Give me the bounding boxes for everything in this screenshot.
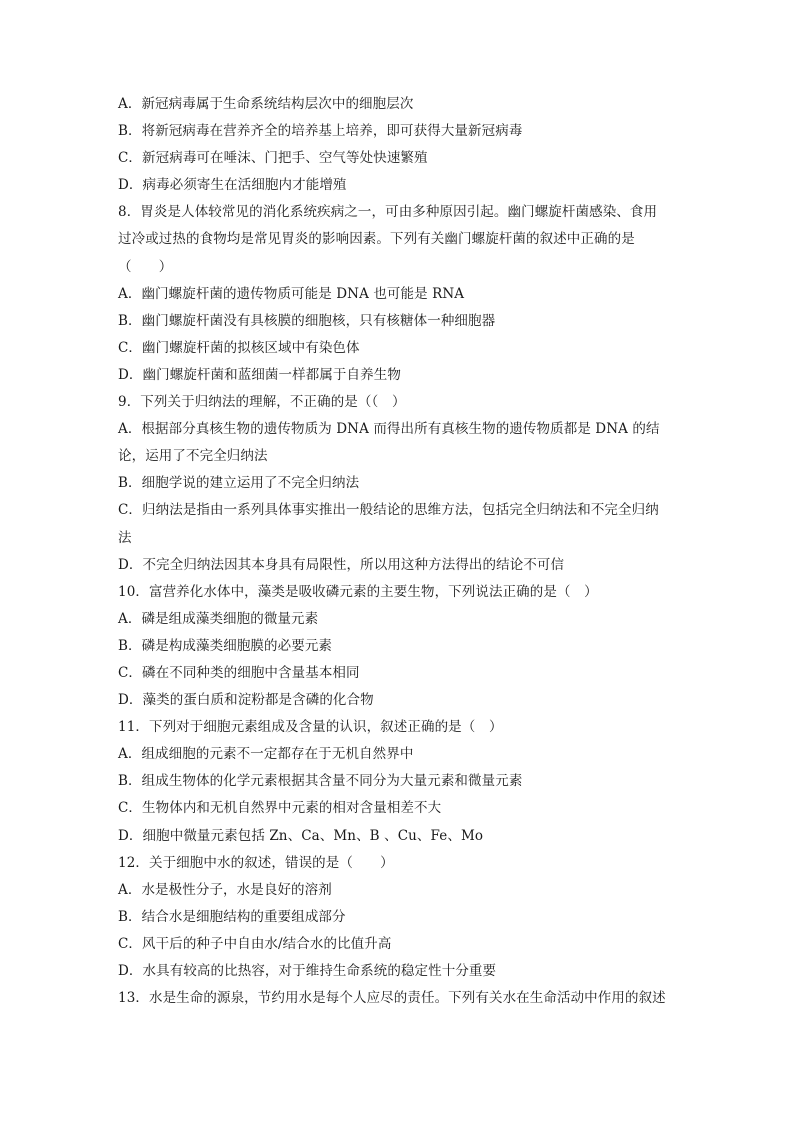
text-line: 法	[118, 529, 132, 546]
text-line: 论，运用了不完全归纳法	[118, 448, 268, 465]
question-8-stem: 8．胃炎是人体较常见的消化系统疾病之一，可由多种原因引起。幽门螺旋杆菌感染、食用	[118, 204, 658, 221]
question-11-stem: 11．下列对于细胞元素组成及含量的认识，叙述正确的是（ ）	[118, 719, 503, 736]
text-line: C．生物体内和无机自然界中元素的相对含量相差不大	[118, 800, 442, 817]
text-line: D．藻类的蛋白质和淀粉都是含磷的化合物	[118, 692, 374, 709]
text-line: D．不完全归纳法因其本身具有局限性，所以用这种方法得出的结论不可信	[118, 556, 565, 573]
text-line: D．细胞中微量元素包括 Zn、Ca、Mn、B 、Cu、Fe、Mo	[118, 827, 484, 844]
question-12-stem: 12．关于细胞中水的叙述，错误的是（ ）	[118, 854, 394, 871]
text-line: B．幽门螺旋杆菌没有具核膜的细胞核，只有核糖体一种细胞器	[118, 312, 496, 329]
question-13-stem: 13．水是生命的源泉，节约用水是每个人应尽的责任。下列有关水在生命活动中作用的叙述	[118, 990, 666, 1007]
text-line: C．归纳法是指由一系列具体事实推出一般结论的思维方法，包括完全归纳法和不完全归纳	[118, 502, 659, 519]
question-10-stem: 10．富营养化水体中，藻类是吸收磷元素的主要生物，下列说法正确的是（ ）	[118, 583, 598, 600]
question-text-block	[118, 91, 680, 1012]
question-9-stem: 9．下列关于归纳法的理解，不正确的是（（ ）	[118, 394, 406, 411]
text-line: B．细胞学说的建立运用了不完全归纳法	[118, 475, 360, 492]
text-line: D．病毒必须寄生在活细胞内才能增殖	[118, 177, 347, 194]
text-line: B．结合水是细胞结构的重要组成部分	[118, 908, 346, 925]
text-line: A．组成细胞的元素不一定都存在于无机自然界中	[118, 746, 414, 763]
text-line: C．幽门螺旋杆菌的拟核区域中有染色体	[118, 339, 360, 356]
text-line: C．风干后的种子中自由水/结合水的比值升高	[118, 935, 392, 952]
text-line: C．磷在不同种类的细胞中含量基本相同	[118, 664, 360, 681]
text-line: A．根据部分真核生物的遗传物质为 DNA 而得出所有真核生物的遗传物质都是 DNA 的结	[118, 421, 660, 438]
text-line: D．水具有较高的比热容，对于维持生命系统的稳定性十分重要	[118, 963, 497, 979]
text-line: D．幽门螺旋杆菌和蓝细菌一样都属于自养生物	[118, 366, 401, 383]
text-line: B．磷是构成藻类细胞膜的必要元素	[118, 637, 333, 654]
text-line: A．新冠病毒属于生命系统结构层次中的细胞层次	[118, 96, 414, 112]
text-line: 过冷或过热的食物均是常见胃炎的影响因素。下列有关幽门螺旋杆菌的叙述中正确的是	[118, 231, 635, 248]
text-line: A．磷是组成藻类细胞的微量元素	[118, 610, 319, 627]
text-line: B．组成生物体的化学元素根据其含量不同分为大量元素和微量元素	[118, 773, 523, 790]
text-line: B．将新冠病毒在营养齐全的培养基上培养，即可获得大量新冠病毒	[118, 123, 523, 140]
text-line: A．水是极性分子，水是良好的溶剂	[118, 881, 332, 898]
text-line: A．幽门螺旋杆菌的遗传物质可能是 DNA 也可能是 RNA	[118, 285, 465, 302]
text-line: C．新冠病毒可在唾沫、门把手、空气等处快速繁殖	[118, 150, 428, 167]
answer-bracket: （ ）	[118, 258, 173, 275]
